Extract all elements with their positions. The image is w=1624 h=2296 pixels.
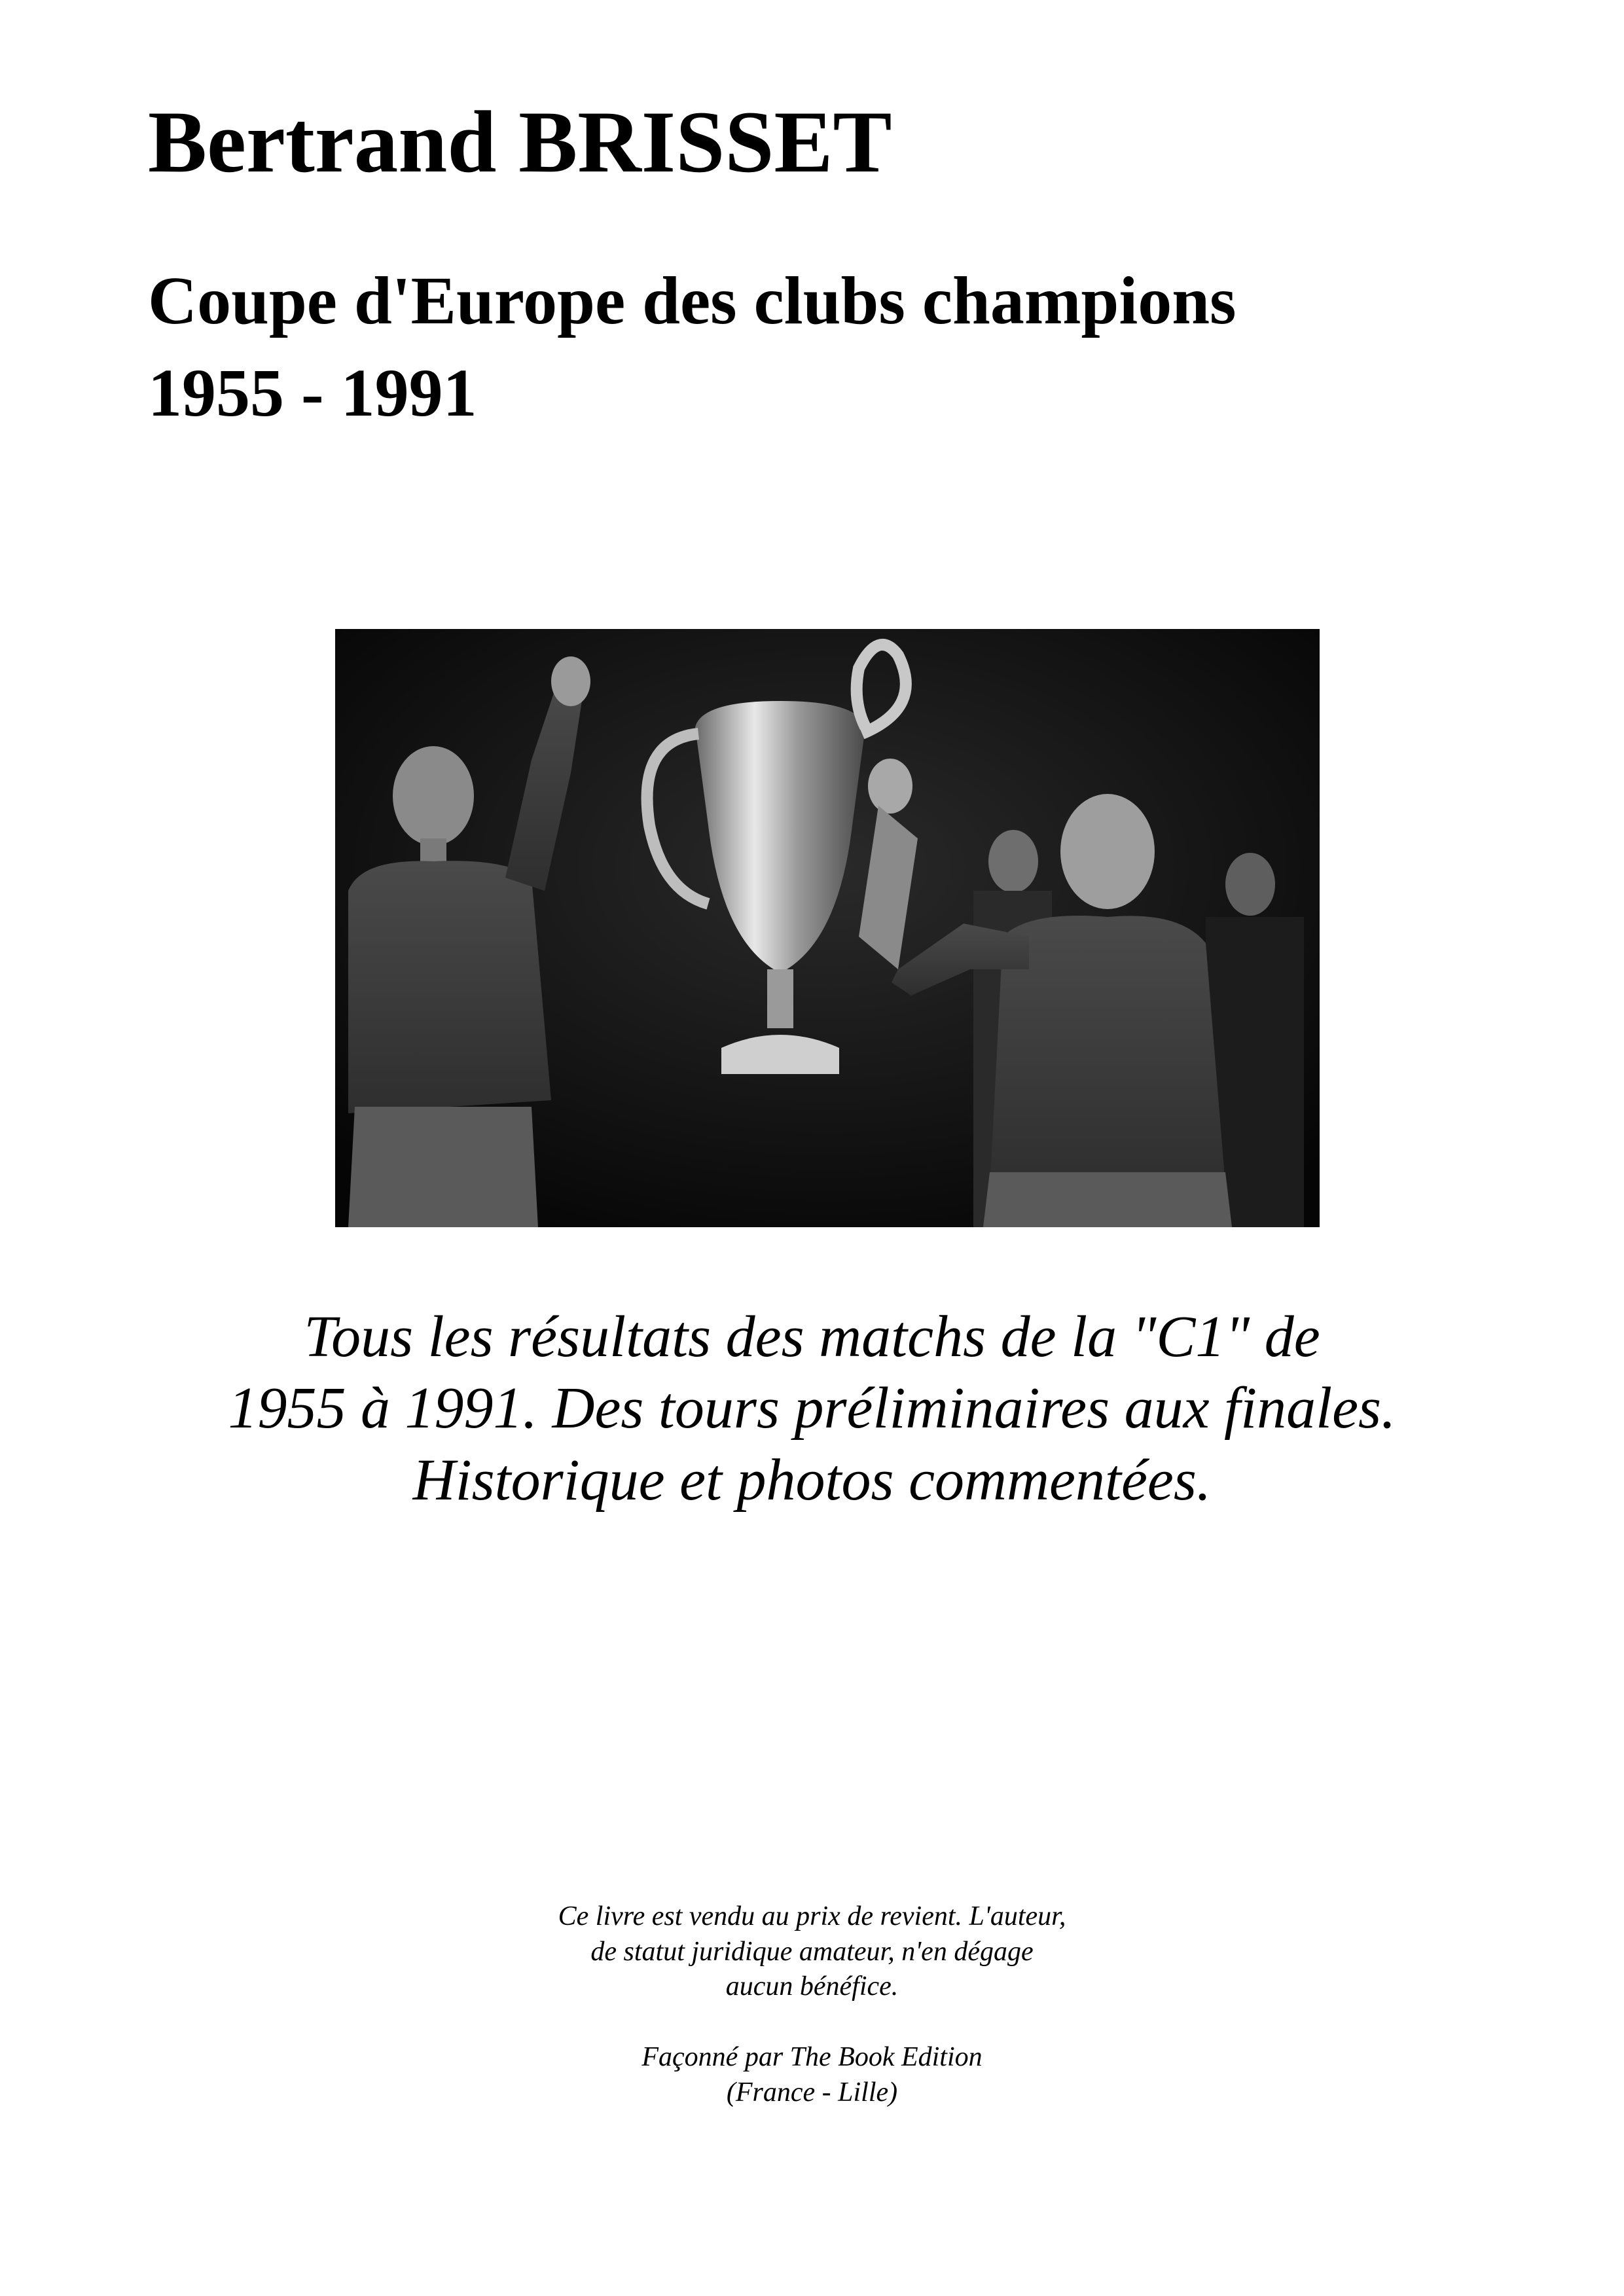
trophy-celebration-photo-icon [335,629,1320,1227]
publisher-line: Façonné par The Book Edition [641,2042,983,2072]
tagline-line-2: 1955 à 1991. Des tours préliminaires aux finales. [228,1376,1396,1441]
price-note-line-3: aucun bénéfice. [725,1971,899,2001]
tagline-line-3: Historique et photos commentées. [412,1448,1212,1513]
book-title-line-1: Coupe d'Europe des clubs champions [148,263,1236,338]
publisher-location: (France - Lille) [726,2077,898,2108]
price-note-line-1: Ce livre est vendu au prix de revient. L'auteur, [558,1901,1066,1931]
cover-photo [335,629,1320,1227]
book-title-years: 1955 - 1991 [148,355,477,431]
author-name: Bertrand BRISSET [148,94,892,191]
price-note-line-2: de statut juridique amateur, n'en dégage [590,1937,1034,1967]
tagline-line-1: Tous les résultats des matchs de la "C1" de [304,1304,1320,1369]
